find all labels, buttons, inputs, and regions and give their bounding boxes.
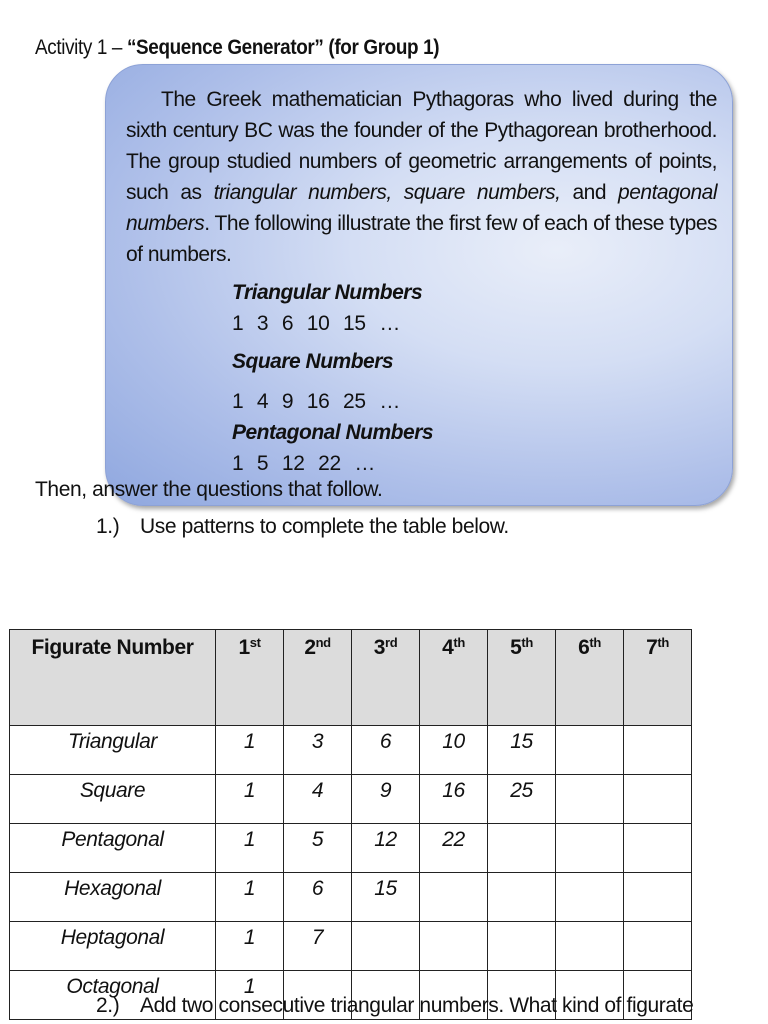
table-cell: 1 — [216, 775, 284, 824]
table-cell — [624, 873, 692, 922]
intro-emphasis-2: pentagonal numbers — [126, 181, 717, 235]
header-col-7: 7th — [624, 630, 692, 726]
header-col-2: 2nd — [284, 630, 352, 726]
row-label: Heptagonal — [10, 922, 216, 971]
table-cell — [624, 775, 692, 824]
table-row — [10, 824, 692, 873]
table-header-row — [10, 630, 692, 726]
intro-paragraph — [126, 84, 717, 270]
question-1 — [96, 515, 509, 539]
table-cell: 7 — [284, 922, 352, 971]
header-col-4: 4th — [420, 630, 488, 726]
table-cell: 5 — [284, 824, 352, 873]
table-cell: 6 — [352, 726, 420, 775]
instructions-text: Then, answer the questions that follow. — [35, 478, 383, 501]
sequence-values-square: 1 4 9 16 25 … — [232, 390, 401, 413]
table-cell: 15 — [352, 873, 420, 922]
table-cell: 25 — [488, 775, 556, 824]
question-2 — [96, 994, 693, 1018]
question-1-text: Use patterns to complete the table below. — [140, 515, 509, 538]
table-cell — [488, 873, 556, 922]
table-row — [10, 726, 692, 775]
question-1-number: 1.) — [96, 515, 120, 538]
row-label: Triangular — [10, 726, 216, 775]
intro-emphasis-1: triangular numbers, square numbers, — [213, 181, 561, 204]
header-col-6: 6th — [556, 630, 624, 726]
table-row — [10, 873, 692, 922]
table-cell — [556, 873, 624, 922]
activity-heading — [35, 36, 439, 60]
table-cell: 12 — [352, 824, 420, 873]
table-cell — [556, 726, 624, 775]
table-cell — [420, 922, 488, 971]
sequence-title-pentagonal: Pentagonal Numbers — [232, 421, 434, 444]
table-cell: 22 — [420, 824, 488, 873]
table-cell: 16 — [420, 775, 488, 824]
heading-title: “Sequence Generator” (for Group 1) — [126, 36, 440, 59]
sequence-values-triangular: 1 3 6 10 15 … — [232, 312, 401, 335]
table-cell — [556, 775, 624, 824]
table-cell: 9 — [352, 775, 420, 824]
header-col-3: 3rd — [352, 630, 420, 726]
row-label: Hexagonal — [10, 873, 216, 922]
sequence-title-square: Square Numbers — [232, 350, 394, 373]
table-cell: 3 — [284, 726, 352, 775]
table-cell: 1 — [216, 726, 284, 775]
table-cell: 10 — [420, 726, 488, 775]
question-2-number: 2.) — [96, 994, 120, 1017]
intro-text-1: The Greek mathematician Pythagoras who lived during the sixth century BC was the founder of the Pythagorean brotherhood. The group studied numbers of geometric arrangements of points, such as — [126, 88, 717, 204]
table-cell: 1 — [216, 824, 284, 873]
question-2-text: Add two consecutive triangular numbers. What kind of figurate — [140, 994, 694, 1017]
sequence-title-triangular: Triangular Numbers — [232, 281, 423, 304]
sequence-values-pentagonal: 1 5 12 22 … — [232, 452, 376, 475]
table-cell — [624, 922, 692, 971]
header-figurate-number: Figurate Number — [10, 630, 216, 726]
table-row — [10, 775, 692, 824]
table-cell: 6 — [284, 873, 352, 922]
table-cell — [488, 922, 556, 971]
table-cell — [556, 922, 624, 971]
table-cell — [488, 824, 556, 873]
row-label: Square — [10, 775, 216, 824]
header-col-5: 5th — [488, 630, 556, 726]
intro-text-2: and — [560, 181, 619, 204]
heading-prefix: Activity 1 – — [35, 36, 127, 59]
table-cell: 1 — [216, 873, 284, 922]
table-cell — [420, 873, 488, 922]
header-col-1: 1st — [216, 630, 284, 726]
table-cell: 15 — [488, 726, 556, 775]
table-cell — [556, 824, 624, 873]
intro-text-3: . The following illustrate the first few of each of these types of numbers. — [126, 212, 717, 266]
table-cell: 1 — [216, 922, 284, 971]
row-label: Octagonal — [10, 971, 216, 1020]
figurate-numbers-table — [9, 629, 692, 1020]
row-label: Pentagonal — [10, 824, 216, 873]
table-cell — [624, 726, 692, 775]
table-cell: 4 — [284, 775, 352, 824]
table-row — [10, 922, 692, 971]
table-cell — [352, 922, 420, 971]
table-cell: 1 — [216, 971, 284, 1020]
table-cell — [624, 824, 692, 873]
